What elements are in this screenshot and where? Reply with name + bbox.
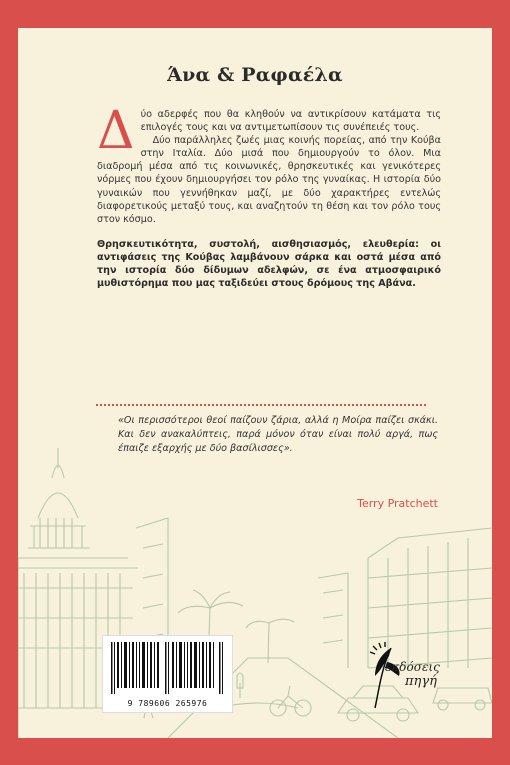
publisher-logo xyxy=(367,640,453,710)
publisher-name-line1: εκδόσεις xyxy=(385,660,440,674)
paragraph-3: Θρησκευτικότητα, συστολή, αισθησιασμός, ελευθερία: οι αντιφάσεις της Κούβας λαμβάνουν σάρκα και οστά μέσα από την ιστορία δύο δίδυμων αδελφών, σε ένα ατμοσφαιρικό μυθιστόρημα που μας ταξιδεύει στους δρόμους της Αβάνα. xyxy=(97,238,441,290)
paragraph-2: Δύο παράλληλες ζωές μιας κοινής πορείας, από την Κούβα στην Ιταλία. Δύο μισά που δημιουργούν το όλον. Μια διαδρομή μέσα από τις κοινωνικές, θρησκευτικές και γενικότερες νόρμες που έχουν δημιουργήσει τον ρόλο της γυναίκας. Η ιστορία δύο γυναικών που γεννήθηκαν μαζί, με δύο χαρακτήρες εντελώς διαφορετικούς μεταξύ τους, και αναζητούν τη θέση και τον ρόλο τους στον κόσμο. xyxy=(97,135,441,225)
dotted-divider xyxy=(96,404,426,406)
isbn-number: 9 789606 265976 xyxy=(127,699,208,708)
quote-author: Terry Pratchett xyxy=(357,497,438,510)
isbn-barcode xyxy=(102,635,233,713)
dropcap-letter: Δ xyxy=(97,101,135,161)
paragraph-1 xyxy=(97,101,441,161)
barcode-bars xyxy=(111,642,224,694)
blurb xyxy=(97,101,441,290)
back-cover xyxy=(18,28,492,738)
epigraph-quote: «Οι περισσότεροι θεοί παίζουν ζάρια, αλλά η Μοίρα παίζει σκάκι. Και δεν ανακαλύπτεις, παρά μόνον όταν είναι πολύ αργά, πως έπαιζε εξαρχής με δύο βασίλισσες». xyxy=(118,415,438,454)
paragraph-1-text: ύο αδερφές που θα κληθούν να αντικρίσουν κατάματα τις επιλογές τους και να αντιμετωπίσουν τις συνέπειές τους. xyxy=(140,109,441,134)
publisher-name-line2: πηγή xyxy=(405,674,437,689)
book-title: Άνα & Ραφαέλα xyxy=(167,64,343,86)
feather-icon xyxy=(367,640,407,710)
